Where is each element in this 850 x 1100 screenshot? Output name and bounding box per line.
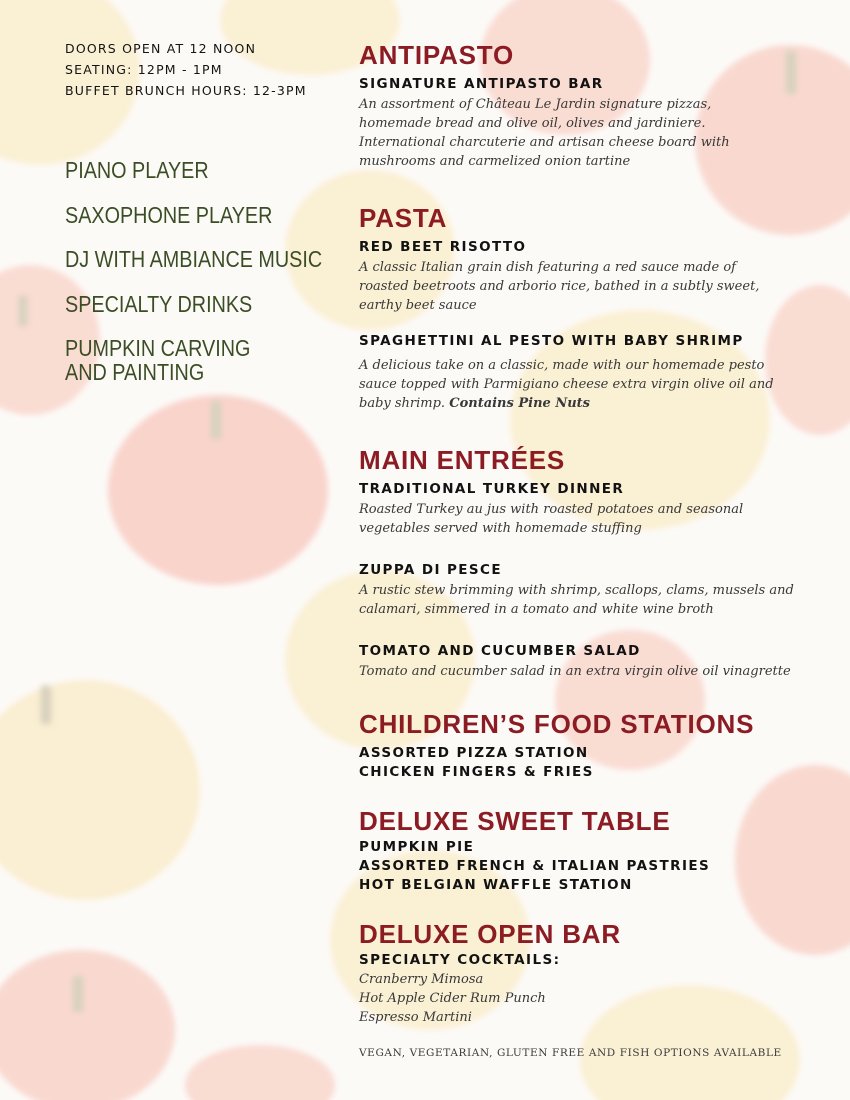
item-name: RED BEET RISOTTO	[359, 239, 527, 255]
activity-dj: DJ WITH AMBIANCE MUSIC	[65, 246, 323, 272]
section-antipasto	[359, 38, 829, 171]
section-main-entrees	[359, 443, 829, 681]
section-title: ANTIPASTO	[359, 40, 515, 70]
item-name: PUMPKIN PIE	[359, 839, 475, 855]
allergen-note: Contains Pine Nuts	[449, 396, 590, 411]
section-open-bar	[359, 917, 829, 1027]
section-title: DELUXE OPEN BAR	[359, 919, 621, 949]
drink-item: Hot Apple Cider Rum Punch	[359, 991, 546, 1006]
item-name: SPECIALTY COCKTAILS:	[359, 952, 561, 968]
section-title: MAIN ENTRÉES	[359, 445, 566, 475]
item-description: An assortment of Château Le Jardin signature pizzas, homemade bread and olive oil, olives and jardiniere. International charcuterie and artisan cheese board with mushrooms and carmelized onion tartine	[359, 97, 730, 169]
section-childrens-food	[359, 707, 829, 782]
section-title: DELUXE SWEET TABLE	[359, 806, 671, 836]
item-name: ASSORTED PIZZA STATION	[359, 745, 589, 761]
item-name: SPAGHETTINI AL PESTO WITH BABY SHRIMP	[359, 333, 744, 349]
activity-pumpkin-carving: PUMPKIN CARVING AND PAINTING	[65, 335, 251, 385]
activity-drinks: SPECIALTY DRINKS	[65, 290, 253, 317]
info-doors-open: DOORS OPEN AT 12 NOON	[65, 41, 257, 56]
activity-saxophone: SAXOPHONE PLAYER	[65, 201, 273, 228]
item-description: A classic Italian grain dish featuring a red sauce made of roasted beetroots and arborio rice, bathed in a subtly sweet, earthy beet sauce	[359, 260, 760, 313]
section-sweet-table	[359, 804, 829, 895]
item-name: CHICKEN FINGERS & FRIES	[359, 764, 594, 780]
drink-item: Cranberry Mimosa	[359, 972, 484, 987]
item-description: Roasted Turkey au jus with roasted potatoes and seasonal vegetables served with homemade stuffing	[359, 502, 744, 536]
section-title: PASTA	[359, 203, 448, 233]
item-name: ZUPPA DI PESCE	[359, 562, 502, 578]
item-description: A rustic stew brimming with shrimp, scallops, clams, mussels and calamari, simmered in a tomato and white wine broth	[359, 583, 794, 617]
section-title: CHILDREN’S FOOD STATIONS	[359, 709, 755, 739]
item-name: TOMATO AND CUCUMBER SALAD	[359, 643, 641, 659]
dietary-options-note: VEGAN, VEGETARIAN, GLUTEN FREE AND FISH OPTIONS AVAILABLE	[359, 1047, 782, 1059]
activity-piano: PIANO PLAYER	[65, 157, 209, 183]
section-pasta	[359, 201, 829, 413]
item-description-text: A delicious take on a classic, made with our homemade pesto sauce topped with Parmigiano cheese extra virgin olive oil and baby shrimp.	[359, 358, 774, 411]
item-name: SIGNATURE ANTIPASTO BAR	[359, 76, 604, 92]
info-buffet-hours: BUFFET BRUNCH HOURS: 12-3PM	[65, 83, 307, 98]
item-description: Tomato and cucumber salad in an extra virgin olive oil vinagrette	[359, 664, 791, 679]
item-description	[359, 356, 804, 413]
event-info-list	[65, 38, 307, 101]
info-seating: SEATING: 12PM - 1PM	[65, 62, 223, 77]
item-name: HOT BELGIAN WAFFLE STATION	[359, 877, 633, 893]
menu-column	[359, 38, 829, 1059]
item-name: ASSORTED FRENCH & ITALIAN PASTRIES	[359, 858, 711, 874]
item-name: TRADITIONAL TURKEY DINNER	[359, 481, 625, 497]
activities-list	[65, 158, 335, 405]
drink-item: Espresso Martini	[359, 1010, 472, 1025]
